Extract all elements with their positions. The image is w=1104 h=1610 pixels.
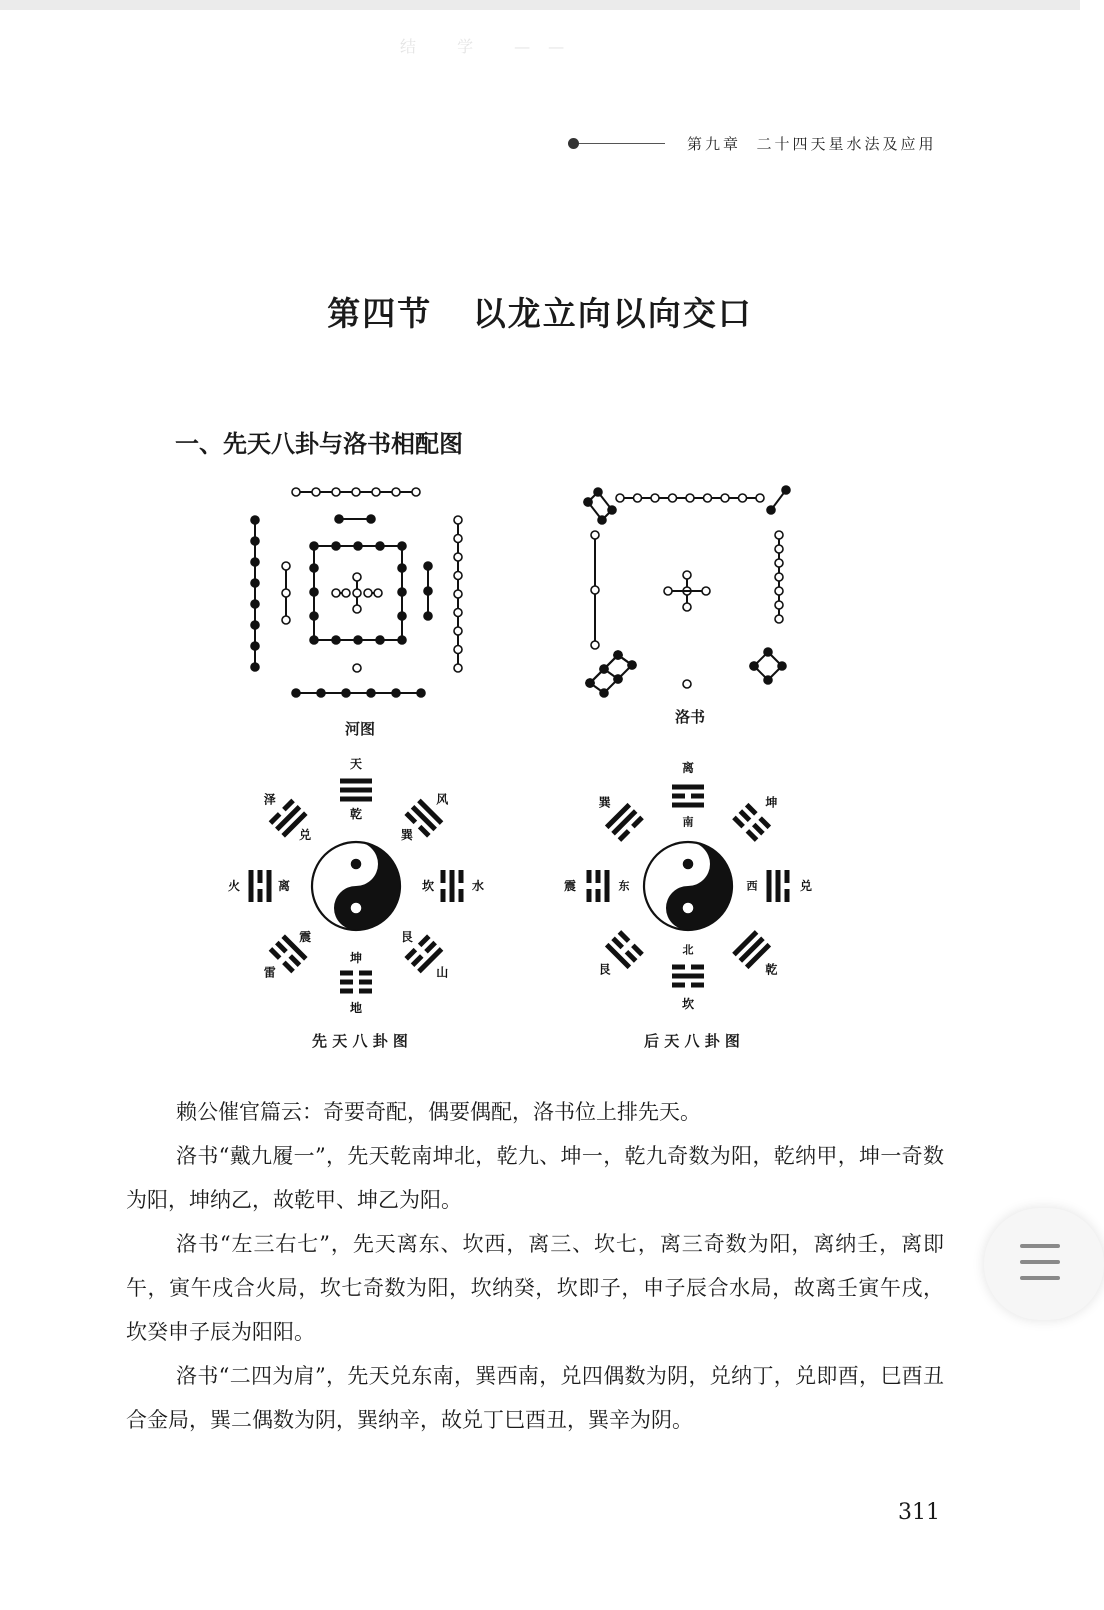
- yang-dot: [721, 494, 729, 502]
- yang-dot: [454, 535, 462, 543]
- yang-dot: [616, 494, 624, 502]
- trigram-name-label: 离: [681, 761, 695, 775]
- yin-line: [691, 965, 704, 970]
- houtian-bagua-figure: [562, 762, 822, 1022]
- yang-dot: [704, 494, 712, 502]
- running-head-bullet-icon: [568, 138, 579, 149]
- yang-dot: [591, 531, 599, 539]
- yin-line: [459, 870, 464, 883]
- yang-dot: [292, 488, 300, 496]
- yin-line: [672, 794, 685, 799]
- trigram-name-label: 离: [277, 879, 291, 893]
- trigram-element-label: 雷: [263, 965, 276, 980]
- yin-line: [340, 989, 353, 994]
- yin-dot: [594, 488, 602, 496]
- yin-dot: [417, 689, 425, 697]
- top-shade: [0, 0, 1080, 10]
- hamburger-menu-icon: [1020, 1244, 1060, 1248]
- yang-dot: [683, 571, 691, 579]
- trigram-name-label: 坎: [421, 879, 435, 893]
- yin-line: [672, 983, 685, 988]
- yin-line: [625, 950, 638, 963]
- yin-dot: [342, 689, 350, 697]
- yin-line: [739, 809, 752, 822]
- yang-line: [267, 870, 272, 902]
- yang-dot: [392, 488, 400, 496]
- yin-line: [404, 948, 417, 961]
- yin-line: [691, 794, 704, 799]
- yang-line: [611, 809, 637, 835]
- yin-dot: [251, 642, 259, 650]
- yin-line: [359, 980, 372, 985]
- yin-line: [340, 971, 353, 976]
- yang-dot: [775, 545, 783, 553]
- trigram-name-label: 艮: [400, 929, 413, 944]
- yin-dot: [367, 515, 375, 523]
- paragraph: 洛书“二四为肩”，先天兑东南，巽西南，兑四偶数为阴，兑纳丁，兑即酉，巳酉丑合金局，巽二偶数为阴，巽纳辛，故兑丁巳酉丑，巽辛为阴。: [126, 1364, 944, 1432]
- yin-dot: [424, 587, 432, 595]
- trigram-element-label: 天: [349, 757, 363, 771]
- trigram-element-label: 山: [436, 965, 449, 980]
- yang-dot: [775, 573, 783, 581]
- yin-dot: [586, 679, 594, 687]
- yin-line: [631, 816, 644, 829]
- yang-dot: [775, 615, 783, 623]
- yin-dot: [251, 663, 259, 671]
- yin-line: [758, 816, 771, 829]
- yin-line: [618, 930, 631, 943]
- yin-dot: [750, 662, 758, 670]
- trigram-element-label: 风: [436, 792, 449, 807]
- yin-line: [275, 941, 288, 954]
- yin-line: [596, 889, 601, 902]
- trigram-name-label: 兑: [299, 828, 312, 843]
- yin-dot: [317, 689, 325, 697]
- yin-dot: [614, 651, 622, 659]
- yin-dot: [600, 665, 608, 673]
- yang-dot: [775, 601, 783, 609]
- yin-eye: [683, 859, 694, 870]
- yin-dot: [251, 516, 259, 524]
- yin-line: [359, 989, 372, 994]
- yang-dot: [454, 516, 462, 524]
- xiantian-bagua-figure: [227, 757, 490, 1022]
- trigram-name-label: 巽: [400, 828, 413, 843]
- trigram-name-label: 坤: [349, 951, 363, 965]
- yang-dot: [775, 559, 783, 567]
- yang-dot: [282, 589, 290, 597]
- yin-line: [418, 934, 431, 947]
- yin-line: [587, 870, 592, 883]
- yang-dot: [372, 488, 380, 496]
- yang-dot: [651, 494, 659, 502]
- direction-label: 北: [682, 943, 694, 957]
- yin-line: [611, 937, 624, 950]
- page-number: 311: [898, 1500, 940, 1525]
- yin-dot: [251, 537, 259, 545]
- subsection-title: 一、先天八卦与洛书相配图: [175, 430, 463, 458]
- yin-dot: [764, 648, 772, 656]
- yin-eye: [351, 859, 362, 870]
- running-head-rule: [579, 143, 665, 144]
- yin-dot: [764, 676, 772, 684]
- yang-dot: [775, 531, 783, 539]
- yang-dot: [686, 494, 694, 502]
- yin-dot: [292, 689, 300, 697]
- yin-dot: [614, 675, 622, 683]
- yin-dot: [251, 558, 259, 566]
- yin-line: [732, 816, 745, 829]
- yin-line: [359, 971, 372, 976]
- yang-dot: [591, 586, 599, 594]
- yang-eye: [683, 903, 694, 914]
- yang-dot: [683, 680, 691, 688]
- yang-line: [732, 930, 758, 956]
- yang-dot: [454, 627, 462, 635]
- trigram-name-label: 坤: [765, 795, 778, 810]
- yin-line: [785, 889, 790, 902]
- yin-line: [282, 799, 295, 812]
- luoshu-caption: 洛书: [674, 708, 705, 726]
- yin-line: [424, 941, 437, 954]
- trigram-icon: [340, 779, 372, 802]
- reader-menu-button[interactable]: [984, 1208, 1104, 1320]
- yang-dot: [454, 646, 462, 654]
- yang-dot: [353, 589, 361, 597]
- direction-label: 东: [618, 879, 630, 893]
- direction-label: 西: [746, 879, 758, 893]
- yang-line: [739, 937, 765, 963]
- yang-dot: [282, 562, 290, 570]
- yin-dot: [424, 562, 432, 570]
- yin-dot: [782, 486, 790, 494]
- trigram-element-label: 泽: [263, 792, 276, 807]
- trigram-name-label: 震: [299, 929, 312, 944]
- yang-dot: [352, 488, 360, 496]
- yang-dot: [412, 488, 420, 496]
- trigram-icon: [587, 870, 610, 902]
- trigram-element-label: 地: [349, 1001, 363, 1015]
- yin-line: [672, 965, 685, 970]
- paragraph: 赖公催官篇云：奇要奇配，偶要偶配，洛书位上排先天。: [176, 1100, 701, 1124]
- yang-dot: [374, 589, 382, 597]
- yang-dot: [756, 494, 764, 502]
- yang-dot: [454, 590, 462, 598]
- yang-dot: [282, 616, 290, 624]
- houtian-caption: 后 天 八 卦 图: [644, 1032, 740, 1050]
- yang-dot: [353, 664, 361, 672]
- yin-dot: [767, 506, 775, 514]
- trigram-name-label: 巽: [598, 795, 611, 810]
- yin-line: [258, 870, 263, 883]
- trigram-element-label: 水: [471, 879, 485, 893]
- yin-line: [404, 811, 417, 824]
- hetu-caption: 河图: [344, 720, 375, 738]
- yin-dot: [598, 516, 606, 524]
- section-title: 第四节 以龙立向以向交口: [327, 294, 753, 333]
- yin-line: [282, 961, 295, 974]
- yang-dot: [702, 587, 710, 595]
- yin-line: [752, 823, 765, 836]
- yang-dot: [454, 572, 462, 580]
- yin-line: [441, 870, 446, 883]
- yang-dot: [454, 609, 462, 617]
- yang-dot: [634, 494, 642, 502]
- yin-line: [411, 954, 424, 967]
- yin-dot: [251, 600, 259, 608]
- yin-line: [258, 889, 263, 902]
- yin-dot: [251, 579, 259, 587]
- yin-line: [459, 889, 464, 902]
- yang-line: [275, 805, 301, 831]
- yang-line: [605, 870, 610, 902]
- trigram-icon: [767, 870, 790, 902]
- yang-line: [340, 779, 372, 784]
- direction-label: 南: [682, 815, 694, 829]
- yin-line: [785, 870, 790, 883]
- yang-line: [672, 785, 704, 790]
- yin-line: [618, 829, 631, 842]
- yang-dot: [353, 573, 361, 581]
- yin-dot: [778, 662, 786, 670]
- xiantian-caption: 先 天 八 卦 图: [312, 1032, 408, 1050]
- trigram-icon: [605, 803, 644, 842]
- yang-dot: [312, 488, 320, 496]
- yin-dot: [367, 689, 375, 697]
- yin-line: [288, 954, 301, 967]
- yin-dot: [392, 689, 400, 697]
- yin-line: [269, 812, 282, 825]
- trigram-name-label: 兑: [799, 879, 813, 893]
- yang-line: [340, 797, 372, 802]
- running-head: [568, 131, 937, 155]
- yang-line: [672, 974, 704, 979]
- yang-dot: [454, 553, 462, 561]
- yin-line: [587, 889, 592, 902]
- yang-dot: [775, 587, 783, 595]
- yin-dot: [608, 506, 616, 514]
- yang-dot: [664, 587, 672, 595]
- yang-line: [411, 805, 437, 831]
- yang-dot: [353, 605, 361, 613]
- yang-dot: [683, 603, 691, 611]
- trigram-icon: [672, 965, 704, 988]
- hamburger-menu-icon: [1020, 1260, 1060, 1264]
- trigram-icon: [340, 971, 372, 994]
- yang-line: [767, 870, 772, 902]
- trigram-icon: [249, 870, 272, 902]
- yang-dot: [669, 494, 677, 502]
- yin-line: [691, 983, 704, 988]
- trigram-name-label: 震: [563, 879, 577, 893]
- yang-line: [776, 870, 781, 902]
- trigram-name-label: 艮: [598, 962, 611, 977]
- yin-line: [746, 829, 759, 842]
- running-head-text: 第九章 二十四天星水法及应用: [687, 134, 937, 153]
- hamburger-menu-icon: [1020, 1276, 1060, 1280]
- body-text: [126, 1090, 944, 1442]
- paragraph: 洛书“戴九履一”，先天乾南坤北，乾九、坤一，乾九奇数为阳，乾纳甲，坤一奇数为阳，坤纳乙，故乾甲、坤乙为阳。: [126, 1144, 944, 1212]
- trigram-name-label: 坎: [681, 997, 695, 1011]
- trigram-name-label: 乾: [765, 962, 778, 977]
- trigram-icon: [605, 930, 644, 969]
- yin-line: [631, 944, 644, 957]
- yang-dot: [739, 494, 747, 502]
- yang-eye: [351, 903, 362, 914]
- yang-line: [340, 788, 372, 793]
- luoshu-figure: [580, 480, 820, 700]
- trigram-icon: [441, 870, 464, 902]
- yin-dot: [424, 612, 432, 620]
- paragraph: 洛书“左三右七”，先天离东、坎西，离三、坎七，离三奇数为阳，离纳壬，离即午，寅午戌合火局，坎七奇数为阳，坎纳癸，坎即子，申子辰合水局，故离壬寅午戌，坎癸申子辰为阳阳。: [126, 1232, 944, 1344]
- yin-dot: [600, 689, 608, 697]
- yin-line: [745, 803, 758, 816]
- yang-dot: [454, 664, 462, 672]
- yin-line: [269, 947, 282, 960]
- yin-yang-icon: [644, 842, 732, 930]
- yin-line: [441, 889, 446, 902]
- yang-dot: [342, 589, 350, 597]
- yang-line: [672, 803, 704, 808]
- yang-dot: [332, 589, 340, 597]
- yin-yang-icon: [312, 842, 400, 930]
- yang-line: [450, 870, 455, 902]
- trigram-icon: [672, 785, 704, 808]
- trigram-name-label: 乾: [349, 807, 363, 821]
- yang-dot: [591, 641, 599, 649]
- trigram-element-label: 火: [227, 879, 241, 893]
- yang-line: [249, 870, 254, 902]
- yin-dot: [251, 621, 259, 629]
- bleed-through-text: 结 学 ——: [400, 37, 583, 56]
- yin-line: [596, 870, 601, 883]
- hetu-figure: [240, 480, 470, 690]
- yin-line: [418, 825, 431, 838]
- yin-dot: [335, 515, 343, 523]
- yang-dot: [332, 488, 340, 496]
- yin-dot: [628, 661, 636, 669]
- yang-dot: [364, 589, 372, 597]
- yin-line: [340, 980, 353, 985]
- yin-dot: [584, 498, 592, 506]
